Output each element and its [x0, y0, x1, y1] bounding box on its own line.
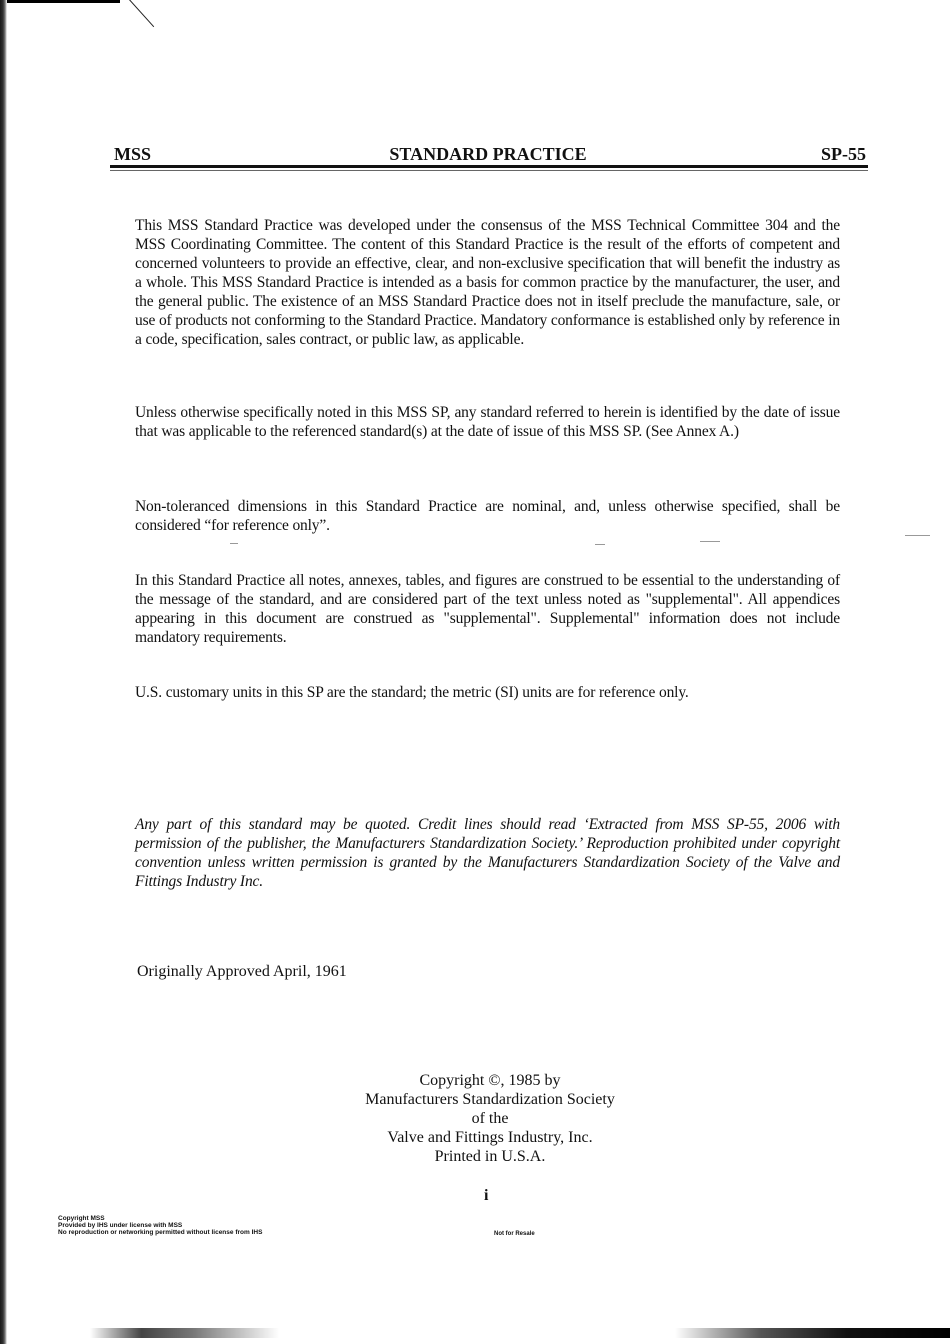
header-left: MSS [114, 144, 152, 164]
header-title: STANDARD PRACTICE [389, 144, 587, 164]
scan-artifact-line [120, 0, 154, 27]
scan-artifact-bottom-edge [90, 1328, 950, 1338]
copyright-org: Manufacturers Standardization Society [365, 1091, 615, 1108]
footer-line-1: Copyright MSS [58, 1215, 105, 1222]
paragraph-units: U.S. customary units in this SP are the standard; the metric (SI) units are for reference only. [135, 684, 689, 701]
footer-line-3: No reproduction or networking permitted without license from IHS [58, 1229, 263, 1236]
paragraph-non-toleranced: Non-toleranced dimensions in this Standard Practice are nominal, and, unless otherwise specified, shall be considered “for reference only”. [135, 498, 840, 534]
license-footer [58, 1215, 358, 1236]
header-rule [110, 165, 868, 168]
header-doc-id: SP-55 [821, 144, 866, 164]
footer-line-2: Provided by IHS under license with MSS [58, 1222, 183, 1229]
header-rule-thin [110, 170, 868, 171]
scan-speck [905, 535, 930, 536]
copyright-of: of the [471, 1110, 509, 1127]
not-for-resale-note: Not for Resale [494, 1231, 535, 1237]
paragraph-supplemental: In this Standard Practice all notes, annexes, tables, and figures are construed to be essential to the understanding of the message of the standard, and are considered part of the text unless noted as "supplemental". All appendices appearing in this document are construed as "supplemental". Supplemental" information does not include mandatory requirements. [135, 572, 840, 646]
paragraph-quotation-notice: Any part of this standard may be quoted. Credit lines should read ‘Extracted from MSS SP-55, 2006 with permission of the publisher, the Manufacturers Standardization Society.’ Reproduction prohibited under copyright convention unless written permission is granted by the Manufacturers Standardization Society of the Valve and Fittings Industry Inc. [135, 816, 840, 890]
copyright-industry: Valve and Fittings Industry, Inc. [387, 1129, 593, 1146]
scan-artifact-left-edge [0, 0, 7, 1344]
copyright-block [340, 1071, 640, 1166]
approval-date: Originally Approved April, 1961 [137, 963, 347, 980]
copyright-line: Copyright ©, 1985 by [419, 1072, 561, 1089]
page-number: i [484, 1187, 489, 1204]
copyright-printed: Printed in U.S.A. [434, 1148, 546, 1165]
scan-speck [230, 543, 238, 544]
scan-speck [700, 541, 720, 542]
paragraph-referenced-standards: Unless otherwise specifically noted in this MSS SP, any standard referred to herein is identified by the date of issue that was applicable to the referenced standard(s) at the date of issue of this MSS SP. (See Annex A.) [135, 404, 840, 440]
page-header [110, 144, 866, 166]
scan-artifact-top [0, 0, 120, 3]
scan-speck [595, 544, 605, 545]
paragraph-consensus: This MSS Standard Practice was developed under the consensus of the MSS Technical Committee 304 and the MSS Coordinating Committee. The content of this Standard Practice is the result of the efforts of competent and concerned volunteers to provide an effective, clear, and non-exclusive specification that will benefit the industry as a whole. This MSS Standard Practice is intended as a basis for common practice by the manufacturer, the user, and the general public. The existence of an MSS Standard Practice does not in itself preclude the manufacture, sale, or use of products not conforming to the Standard Practice. Mandatory conformance is established only by reference in a code, specification, sales contract, or public law, as applicable. [135, 217, 840, 348]
